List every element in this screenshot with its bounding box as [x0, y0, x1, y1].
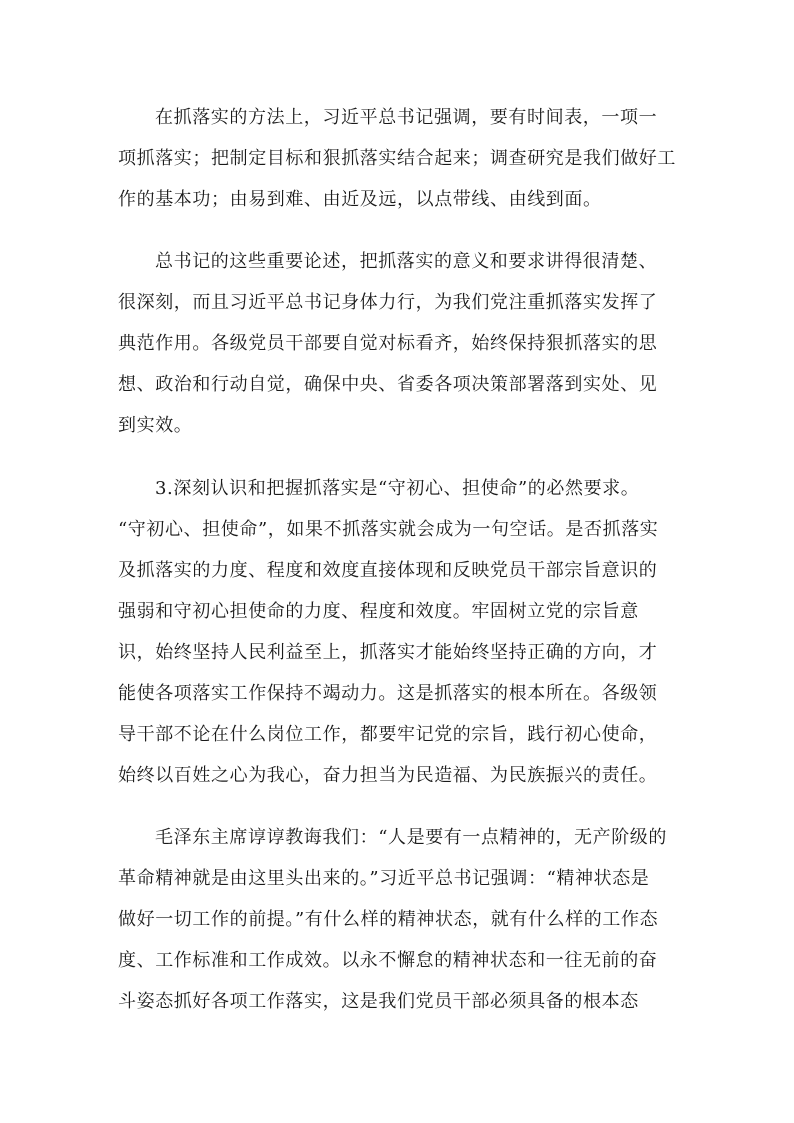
- paragraph-3-line-1: 3.深刻认识和把握抓落实是“守初心、担使命”的必然要求。: [155, 478, 640, 499]
- paragraph-4-line-1: 毛泽东主席谆谆教诲我们：“人是要有一点精神的，无产阶级的: [155, 827, 667, 848]
- paragraph-2-line-2: 很深刻，而且习近平总书记身体力行，为我们党注重抓落实发挥了: [118, 292, 658, 313]
- paragraph-2-line-4: 想、政治和行动自觉，确保中央、省委各项决策部署落到实处、见: [118, 374, 658, 395]
- paragraph-1-line-3: 作的基本功；由易到难、由近及远，以点带线、由线到面。: [118, 189, 602, 210]
- paragraph-3-line-8: 始终以百姓之心为我心，奋力担当为民造福、为民族振兴的责任。: [118, 765, 658, 786]
- paragraph-4-line-4: 度、工作标准和工作成效。以永不懈怠的精神状态和一往无前的奋: [118, 950, 658, 971]
- paragraph-4-line-5: 斗姿态抓好各项工作落实，这是我们党员干部必须具备的根本态: [118, 991, 639, 1012]
- paragraph-2-line-3: 典范作用。各级党员干部要自觉对标看齐，始终保持狠抓落实的思: [118, 333, 658, 354]
- paragraph-2-line-1: 总书记的这些重要论述，把抓落实的意义和要求讲得很清楚、: [155, 251, 658, 272]
- paragraph-1-line-1: 在抓落实的方法上，习近平总书记强调，要有时间表，一项一: [155, 107, 658, 128]
- paragraph-1-line-2: 项抓落实；把制定目标和狠抓落实结合起来；调查研究是我们做好工: [118, 148, 676, 169]
- paragraph-4-line-2: 革命精神就是由这里头出来的。”习近平总书记强调：“精神状态是: [118, 868, 650, 889]
- paragraph-3-line-3: 及抓落实的力度、程度和效度直接体现和反映党员干部宗旨意识的: [118, 560, 658, 581]
- paragraph-2-line-5: 到实效。: [118, 415, 193, 436]
- paragraph-3-line-2: “守初心、担使命”，如果不抓落实就会成为一句空话。是否抓落实: [118, 519, 659, 540]
- paragraph-4-line-3: 做好一切工作的前提。”有什么样的精神状态，就有什么样的工作态: [118, 909, 659, 930]
- paragraph-3-line-7: 导干部不论在什么岗位工作，都要牢记党的宗旨，践行初心使命，: [118, 724, 658, 745]
- paragraph-3-line-6: 能使各项落实工作保持不竭动力。这是抓落实的根本所在。各级领: [118, 683, 658, 704]
- paragraph-3-line-4: 强弱和守初心担使命的力度、程度和效度。牢固树立党的宗旨意: [118, 601, 639, 622]
- paragraph-3-line-5: 识，始终坚持人民利益至上，抓落实才能始终坚持正确的方向，才: [118, 642, 658, 663]
